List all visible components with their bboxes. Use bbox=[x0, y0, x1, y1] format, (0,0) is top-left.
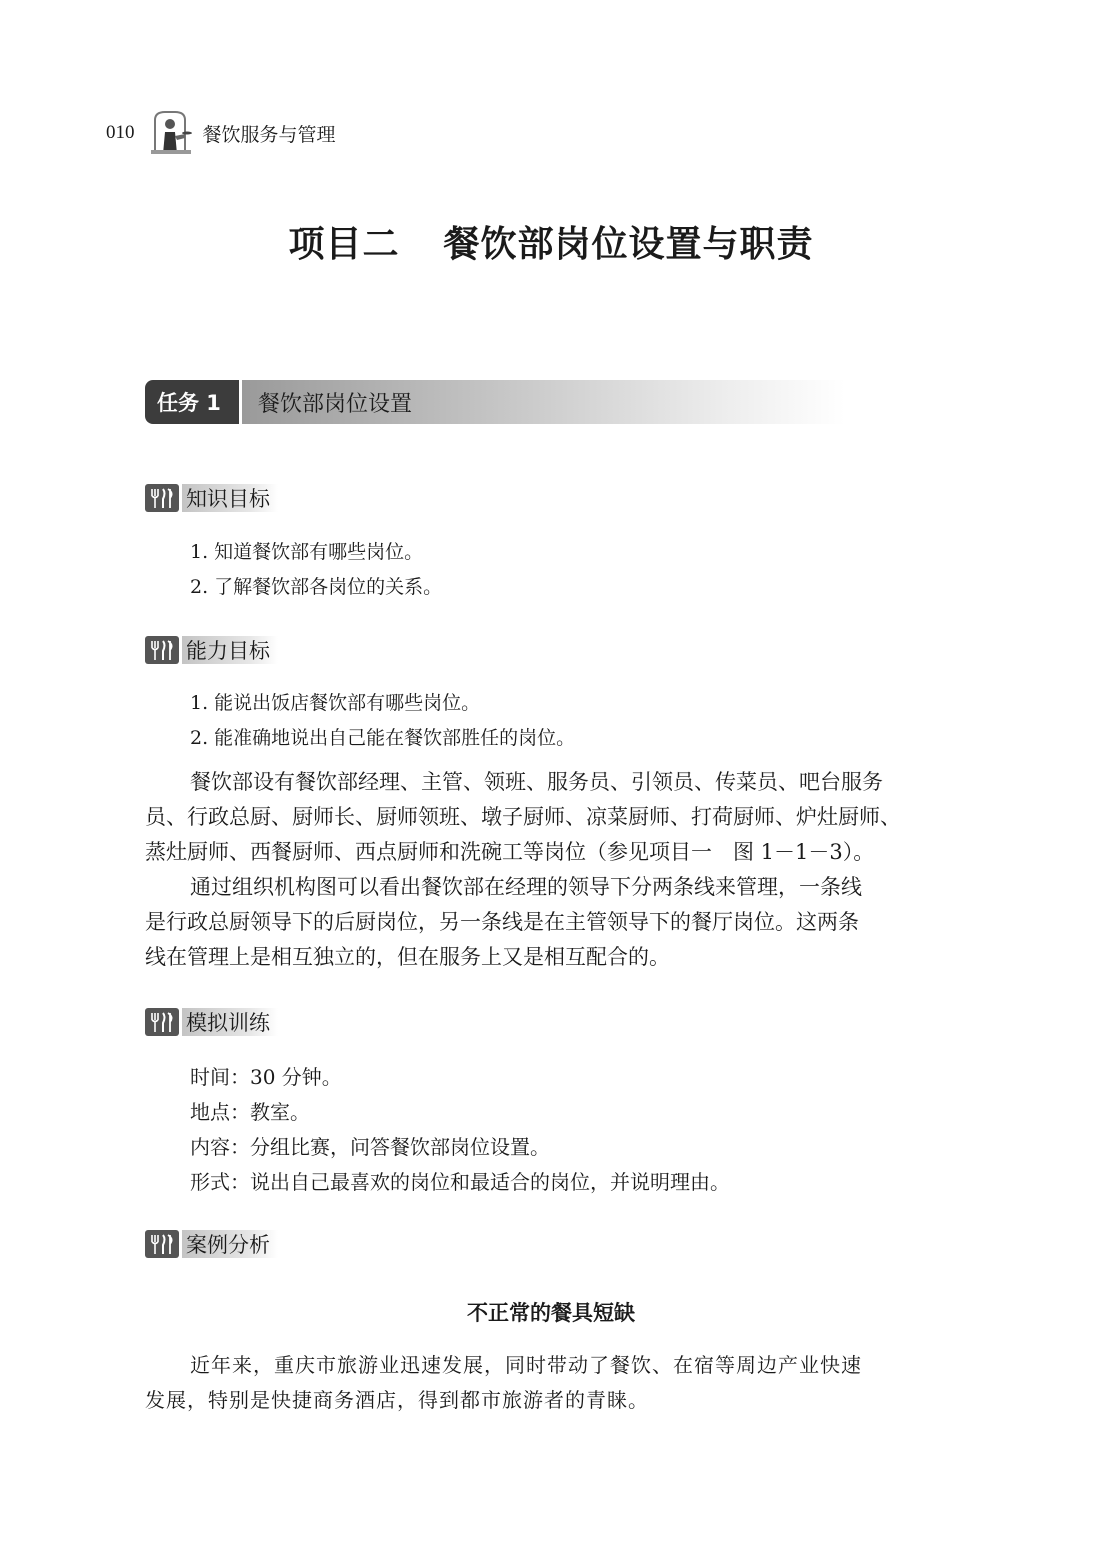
paragraph-line: 通过组织机构图可以看出餐饮部在经理的领导下分两条线来管理，一条线 bbox=[190, 875, 862, 899]
paragraph-line: 近年来，重庆市旅游业迅速发展，同时带动了餐饮、在宿等周边产业快速 bbox=[190, 1353, 862, 1377]
page-number: 010 bbox=[106, 122, 135, 143]
section-heading-ability bbox=[145, 635, 278, 665]
cutlery-icon bbox=[145, 1230, 179, 1258]
list-item: 内容：分组比赛，问答餐饮部岗位设置。 bbox=[190, 1135, 550, 1159]
waiter-logo-icon bbox=[147, 110, 193, 156]
list-item: 时间：30 分钟。 bbox=[190, 1065, 342, 1089]
section-heading-label: 知识目标 bbox=[182, 484, 278, 512]
list-item: 2. 能准确地说出自己能在餐饮部胜任的岗位。 bbox=[190, 727, 576, 749]
paragraph-line: 发展，特别是快捷商务酒店，得到都市旅游者的青睐。 bbox=[145, 1388, 649, 1412]
cutlery-icon bbox=[145, 636, 179, 664]
cutlery-icon bbox=[145, 1008, 179, 1036]
task-title: 餐饮部岗位设置 bbox=[242, 380, 845, 424]
paragraph-line: 蒸灶厨师、西餐厨师、西点厨师和洗碗工等岗位（参见项目一 图 1－1－3）。 bbox=[145, 840, 875, 864]
section-heading-label: 模拟训练 bbox=[182, 1008, 278, 1036]
list-item: 1. 能说出饭店餐饮部有哪些岗位。 bbox=[190, 692, 481, 714]
chapter-title bbox=[0, 216, 1102, 267]
cutlery-icon bbox=[145, 484, 179, 512]
case-paragraph bbox=[145, 1348, 960, 1418]
list-item: 地点：教室。 bbox=[190, 1100, 310, 1124]
paragraph-line: 是行政总厨领导下的后厨岗位，另一条线是在主管领导下的餐厅岗位。这两条 bbox=[145, 910, 859, 934]
section-heading-case bbox=[145, 1229, 278, 1259]
case-title: 不正常的餐具短缺 bbox=[467, 1300, 635, 1325]
section-heading-knowledge bbox=[145, 483, 278, 513]
task-banner bbox=[145, 380, 845, 424]
section-heading-label: 案例分析 bbox=[182, 1230, 278, 1258]
task-label: 任务 1 bbox=[145, 380, 242, 424]
list-item: 2. 了解餐饮部各岗位的关系。 bbox=[190, 576, 443, 598]
running-header bbox=[106, 108, 336, 158]
list-item: 1. 知道餐饮部有哪些岗位。 bbox=[190, 541, 424, 563]
chapter-number: 项目二 bbox=[288, 223, 400, 265]
paragraph-line: 员、行政总厨、厨师长、厨师领班、墩子厨师、凉菜厨师、打荷厨师、炉灶厨师、 bbox=[145, 805, 901, 829]
list-item: 形式：说出自己最喜欢的岗位和最适合的岗位，并说明理由。 bbox=[190, 1170, 730, 1194]
paragraph-line: 线在管理上是相互独立的，但在服务上又是相互配合的。 bbox=[145, 945, 670, 969]
book-title: 餐饮服务与管理 bbox=[202, 123, 336, 146]
paragraph-line: 餐饮部设有餐饮部经理、主管、领班、服务员、引领员、传菜员、吧台服务 bbox=[190, 770, 883, 794]
chapter-name: 餐饮部岗位设置与职责 bbox=[443, 223, 814, 265]
section-heading-training bbox=[145, 1007, 278, 1037]
body-paragraph-2 bbox=[145, 870, 960, 975]
body-paragraph-1 bbox=[145, 765, 960, 870]
section-heading-label: 能力目标 bbox=[182, 636, 278, 664]
